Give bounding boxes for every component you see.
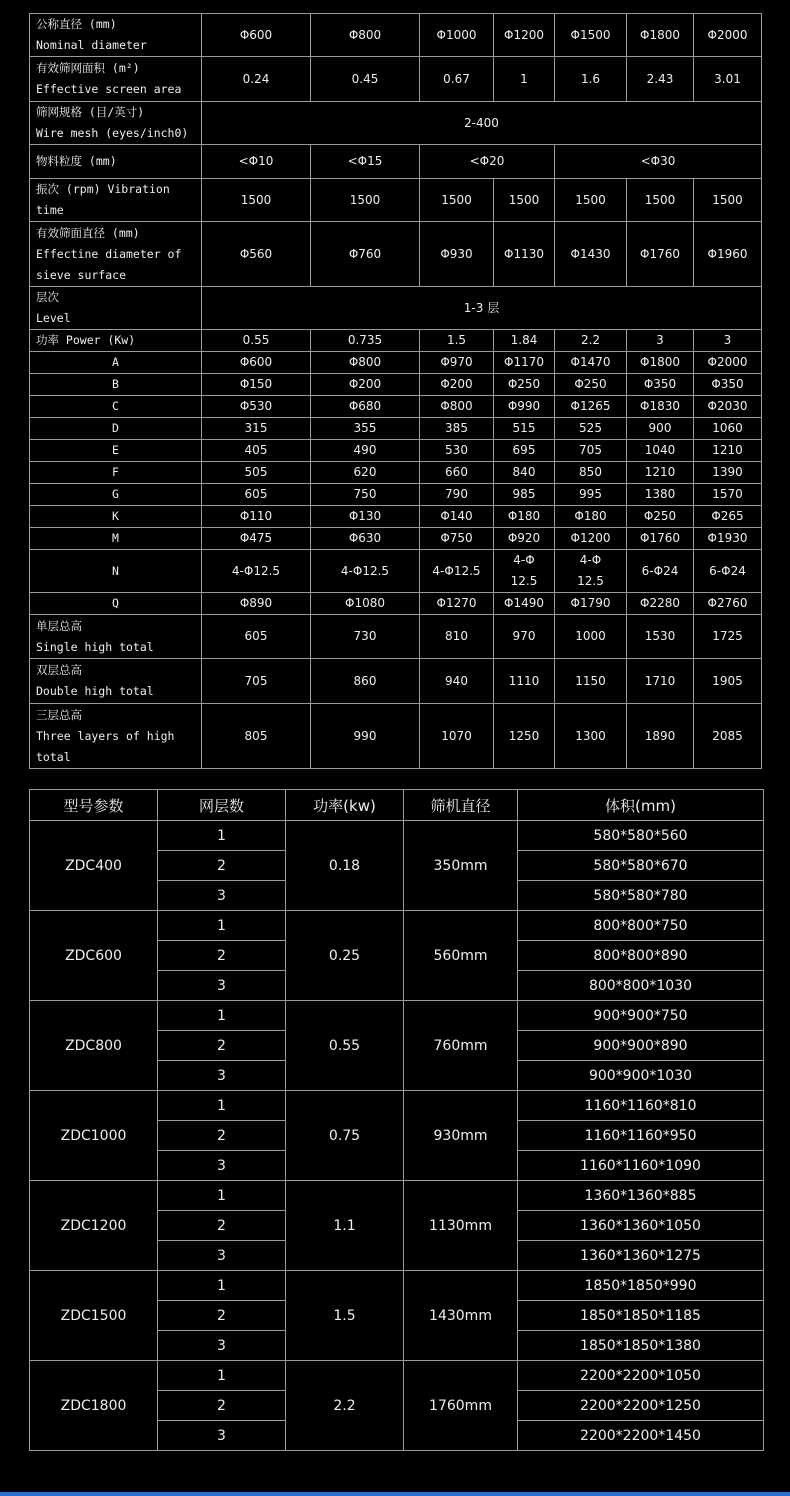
spec-value: Φ1500 — [555, 14, 627, 57]
spec-value: 660 — [420, 462, 494, 484]
spec-value: 2-400 — [202, 102, 762, 145]
spec-row-single — [30, 615, 762, 659]
model-volume: 1850*1850*990 — [518, 1271, 764, 1301]
spec-value: Φ2000 — [694, 14, 762, 57]
spec-value: 4-Φ12.5 — [311, 550, 420, 593]
layer-count: 2 — [158, 1121, 286, 1151]
spec-row-dim — [30, 374, 762, 396]
model-volume: 580*580*560 — [518, 821, 764, 851]
spec-value: 810 — [420, 615, 494, 659]
spec-value: Φ130 — [311, 506, 420, 528]
spec-value: 1070 — [420, 704, 494, 769]
layer-count: 2 — [158, 1031, 286, 1061]
spec-value: 2.43 — [627, 57, 694, 102]
header-model: 型号参数 — [30, 790, 158, 821]
spec-value: 750 — [311, 484, 420, 506]
spec-value: 1500 — [494, 179, 555, 222]
spec-row-dim — [30, 352, 762, 374]
layer-count: 3 — [158, 1331, 286, 1361]
spec-value: Φ680 — [311, 396, 420, 418]
spec-value: 3 — [627, 330, 694, 352]
spec-value: Φ350 — [627, 374, 694, 396]
header-layers: 网层数 — [158, 790, 286, 821]
spec-value: Φ560 — [202, 222, 311, 287]
spec-value: 790 — [420, 484, 494, 506]
spec-value: 1-3 层 — [202, 287, 762, 330]
spec-value: 1570 — [694, 484, 762, 506]
spec-value: 405 — [202, 440, 311, 462]
spec-value: 505 — [202, 462, 311, 484]
spec-value: 1060 — [694, 418, 762, 440]
model-name: ZDC600 — [30, 911, 158, 1001]
model-row — [30, 821, 764, 851]
model-table-header-row — [30, 790, 764, 821]
model-volume: 1360*1360*1275 — [518, 1241, 764, 1271]
spec-row-dim — [30, 484, 762, 506]
spec-value: Φ920 — [494, 528, 555, 550]
layer-count: 2 — [158, 1301, 286, 1331]
model-volume: 580*580*780 — [518, 881, 764, 911]
layer-count: 3 — [158, 971, 286, 1001]
spec-value: 1.6 — [555, 57, 627, 102]
model-volume: 800*800*1030 — [518, 971, 764, 1001]
spec-row-label: Q — [30, 593, 202, 615]
spec-row-label: A — [30, 352, 202, 374]
layer-count: 1 — [158, 821, 286, 851]
spec-value: 1.84 — [494, 330, 555, 352]
spec-row-power — [30, 330, 762, 352]
spec-value: Φ140 — [420, 506, 494, 528]
header-diameter: 筛机直径 — [404, 790, 518, 821]
spec-value: 605 — [202, 484, 311, 506]
model-name: ZDC1500 — [30, 1271, 158, 1361]
spec-value: Φ2280 — [627, 593, 694, 615]
spec-row-double — [30, 659, 762, 704]
model-power: 1.1 — [286, 1181, 404, 1271]
spec-row-label: E — [30, 440, 202, 462]
model-row — [30, 1091, 764, 1121]
spec-value: 6-Φ24 — [694, 550, 762, 593]
spec-value: 530 — [420, 440, 494, 462]
spec-value: Φ970 — [420, 352, 494, 374]
spec-value: Φ630 — [311, 528, 420, 550]
spec-row-triple — [30, 704, 762, 769]
model-volume: 1160*1160*1090 — [518, 1151, 764, 1181]
spec-row-dim — [30, 506, 762, 528]
spec-value: 1150 — [555, 659, 627, 704]
model-table — [29, 789, 764, 1451]
spec-value: 1710 — [627, 659, 694, 704]
spec-value: 705 — [555, 440, 627, 462]
spec-value: Φ265 — [694, 506, 762, 528]
model-volume: 2200*2200*1250 — [518, 1391, 764, 1421]
header-power: 功率(kw) — [286, 790, 404, 821]
spec-value: Φ110 — [202, 506, 311, 528]
spec-row-label: F — [30, 462, 202, 484]
spec-value: 840 — [494, 462, 555, 484]
spec-value: 0.55 — [202, 330, 311, 352]
spec-value: 1500 — [420, 179, 494, 222]
spec-row-label: G — [30, 484, 202, 506]
spec-row-level — [30, 287, 762, 330]
spec-value: 1725 — [694, 615, 762, 659]
model-name: ZDC1000 — [30, 1091, 158, 1181]
spec-value: Φ1930 — [694, 528, 762, 550]
spec-value: 3.01 — [694, 57, 762, 102]
layer-count: 2 — [158, 851, 286, 881]
model-diameter: 1760mm — [404, 1361, 518, 1451]
layer-count: 2 — [158, 1211, 286, 1241]
spec-value: 1300 — [555, 704, 627, 769]
spec-value: Φ1270 — [420, 593, 494, 615]
spec-value: Φ530 — [202, 396, 311, 418]
model-row — [30, 1271, 764, 1301]
spec-value: 985 — [494, 484, 555, 506]
spec-row-dim — [30, 462, 762, 484]
spec-row-mesh — [30, 102, 762, 145]
spec-value: 0.24 — [202, 57, 311, 102]
spec-value: 1040 — [627, 440, 694, 462]
spec-row-label: 单层总高 Single high total — [30, 615, 202, 659]
spec-row-label: C — [30, 396, 202, 418]
spec-row-label: 公称直径 (mm) Nominal diameter — [30, 14, 202, 57]
spec-value: 1210 — [627, 462, 694, 484]
model-row — [30, 1001, 764, 1031]
model-diameter: 350mm — [404, 821, 518, 911]
model-row — [30, 1181, 764, 1211]
layer-count: 1 — [158, 1271, 286, 1301]
model-volume: 1850*1850*1380 — [518, 1331, 764, 1361]
spec-value: Φ1265 — [555, 396, 627, 418]
spec-value: 0.45 — [311, 57, 420, 102]
layer-count: 3 — [158, 881, 286, 911]
model-volume: 1160*1160*950 — [518, 1121, 764, 1151]
model-power: 0.55 — [286, 1001, 404, 1091]
layer-count: 3 — [158, 1241, 286, 1271]
spec-value: Φ750 — [420, 528, 494, 550]
model-power: 2.2 — [286, 1361, 404, 1451]
spec-value: Φ1760 — [627, 222, 694, 287]
model-name: ZDC400 — [30, 821, 158, 911]
spec-value: Φ200 — [420, 374, 494, 396]
spec-value: Φ2030 — [694, 396, 762, 418]
spec-value: Φ1170 — [494, 352, 555, 374]
model-power: 0.75 — [286, 1091, 404, 1181]
spec-value: 2085 — [694, 704, 762, 769]
spec-row-granularity — [30, 145, 762, 179]
model-volume: 900*900*1030 — [518, 1061, 764, 1091]
spec-value: 355 — [311, 418, 420, 440]
spec-value: Φ1470 — [555, 352, 627, 374]
spec-value: 1390 — [694, 462, 762, 484]
spec-value: Φ250 — [555, 374, 627, 396]
spec-row-label: N — [30, 550, 202, 593]
spec-row-header — [30, 14, 762, 57]
spec-value: 315 — [202, 418, 311, 440]
spec-value: 1905 — [694, 659, 762, 704]
spec-row-label: 筛网规格 (目/英寸) Wire mesh (eyes/inch0) — [30, 102, 202, 145]
spec-value: 900 — [627, 418, 694, 440]
spec-value: Φ1490 — [494, 593, 555, 615]
model-volume: 1160*1160*810 — [518, 1091, 764, 1121]
model-name: ZDC800 — [30, 1001, 158, 1091]
spec-value: Φ1790 — [555, 593, 627, 615]
spec-value: 1000 — [555, 615, 627, 659]
spec-value: 3 — [694, 330, 762, 352]
spec-value: <Φ15 — [311, 145, 420, 179]
spec-value: 1 — [494, 57, 555, 102]
spec-row-dim — [30, 396, 762, 418]
spec-value: Φ600 — [202, 14, 311, 57]
spec-value: Φ800 — [311, 352, 420, 374]
spec-row-label: 物料粒度 (mm) — [30, 145, 202, 179]
spec-row-vibration — [30, 179, 762, 222]
spec-value: <Φ10 — [202, 145, 311, 179]
spec-value: 0.67 — [420, 57, 494, 102]
spec-value: Φ180 — [555, 506, 627, 528]
spec-row-label: D — [30, 418, 202, 440]
spec-value: 620 — [311, 462, 420, 484]
spec-value: Φ200 — [311, 374, 420, 396]
spec-value: <Φ20 — [420, 145, 555, 179]
spec-value: 1530 — [627, 615, 694, 659]
spec-row-q_row — [30, 593, 762, 615]
spec-value: Φ760 — [311, 222, 420, 287]
model-volume: 1360*1360*1050 — [518, 1211, 764, 1241]
spec-row-label: B — [30, 374, 202, 396]
spec-value: 4-Φ12.5 — [202, 550, 311, 593]
spec-value: Φ1430 — [555, 222, 627, 287]
model-volume: 900*900*890 — [518, 1031, 764, 1061]
spec-value: 1500 — [311, 179, 420, 222]
spec-value: Φ930 — [420, 222, 494, 287]
model-row — [30, 911, 764, 941]
spec-value: Φ800 — [311, 14, 420, 57]
model-volume: 580*580*670 — [518, 851, 764, 881]
spec-value: 1500 — [694, 179, 762, 222]
model-volume: 2200*2200*1050 — [518, 1361, 764, 1391]
layer-count: 1 — [158, 1001, 286, 1031]
model-volume: 800*800*750 — [518, 911, 764, 941]
spec-value: Φ350 — [694, 374, 762, 396]
spec-value: Φ150 — [202, 374, 311, 396]
model-diameter: 560mm — [404, 911, 518, 1001]
spec-value: Φ250 — [494, 374, 555, 396]
spec-value: 1.5 — [420, 330, 494, 352]
spec-value: 705 — [202, 659, 311, 704]
spec-value: 4-Φ 12.5 — [555, 550, 627, 593]
spec-value: 730 — [311, 615, 420, 659]
spec-value: Φ1830 — [627, 396, 694, 418]
spec-value: 4-Φ12.5 — [420, 550, 494, 593]
spec-value: 605 — [202, 615, 311, 659]
model-volume: 1850*1850*1185 — [518, 1301, 764, 1331]
spec-value: 1110 — [494, 659, 555, 704]
spec-row-sieve_diameter — [30, 222, 762, 287]
spec-value: Φ990 — [494, 396, 555, 418]
layer-count: 1 — [158, 911, 286, 941]
spec-table — [29, 13, 762, 769]
spec-row-label: 三层总高 Three layers of high total — [30, 704, 202, 769]
spec-row-n_row — [30, 550, 762, 593]
spec-value: Φ180 — [494, 506, 555, 528]
spec-value: 490 — [311, 440, 420, 462]
model-volume: 1360*1360*885 — [518, 1181, 764, 1211]
model-name: ZDC1800 — [30, 1361, 158, 1451]
spec-row-area — [30, 57, 762, 102]
spec-value: Φ1200 — [555, 528, 627, 550]
header-volume: 体积(mm) — [518, 790, 764, 821]
spec-value: 1500 — [627, 179, 694, 222]
spec-value: Φ1960 — [694, 222, 762, 287]
model-power: 1.5 — [286, 1271, 404, 1361]
layer-count: 2 — [158, 1391, 286, 1421]
spec-value: 1380 — [627, 484, 694, 506]
model-volume: 2200*2200*1450 — [518, 1421, 764, 1451]
spec-value: Φ250 — [627, 506, 694, 528]
model-diameter: 760mm — [404, 1001, 518, 1091]
layer-count: 2 — [158, 941, 286, 971]
spec-value: 995 — [555, 484, 627, 506]
spec-value: 1250 — [494, 704, 555, 769]
spec-value: 385 — [420, 418, 494, 440]
spec-row-dim — [30, 528, 762, 550]
spec-value: 515 — [494, 418, 555, 440]
model-power: 0.25 — [286, 911, 404, 1001]
spec-value: 970 — [494, 615, 555, 659]
layer-count: 3 — [158, 1151, 286, 1181]
spec-value: 0.735 — [311, 330, 420, 352]
spec-value: Φ1760 — [627, 528, 694, 550]
spec-value: Φ475 — [202, 528, 311, 550]
spec-value: 4-Φ 12.5 — [494, 550, 555, 593]
spec-value: 940 — [420, 659, 494, 704]
spec-value: 525 — [555, 418, 627, 440]
spec-row-label: 双层总高 Double high total — [30, 659, 202, 704]
spec-row-label: 有效筛网面积 (m²) Effective screen area — [30, 57, 202, 102]
spec-row-dim — [30, 440, 762, 462]
spec-value: Φ800 — [420, 396, 494, 418]
model-volume: 800*800*890 — [518, 941, 764, 971]
model-power: 0.18 — [286, 821, 404, 911]
spec-value: 2.2 — [555, 330, 627, 352]
spec-value: 990 — [311, 704, 420, 769]
spec-row-label: 层次 Level — [30, 287, 202, 330]
spec-value: Φ1000 — [420, 14, 494, 57]
layer-count: 1 — [158, 1091, 286, 1121]
spec-value: 695 — [494, 440, 555, 462]
spec-row-label: 振次 (rpm) Vibration time — [30, 179, 202, 222]
model-diameter: 930mm — [404, 1091, 518, 1181]
spec-value: Φ1080 — [311, 593, 420, 615]
spec-value: 805 — [202, 704, 311, 769]
spec-value: <Φ30 — [555, 145, 762, 179]
spec-value: Φ1200 — [494, 14, 555, 57]
layer-count: 1 — [158, 1361, 286, 1391]
spec-value: 860 — [311, 659, 420, 704]
spec-row-dim — [30, 418, 762, 440]
spec-row-label: 有效筛面直径 (mm) Effectine diameter of sieve surface — [30, 222, 202, 287]
spec-value: Φ2000 — [694, 352, 762, 374]
layer-count: 1 — [158, 1181, 286, 1211]
model-row — [30, 1361, 764, 1391]
layer-count: 3 — [158, 1421, 286, 1451]
spec-value: 1890 — [627, 704, 694, 769]
model-volume: 900*900*750 — [518, 1001, 764, 1031]
spec-row-label: K — [30, 506, 202, 528]
model-name: ZDC1200 — [30, 1181, 158, 1271]
spec-value: Φ600 — [202, 352, 311, 374]
layer-count: 3 — [158, 1061, 286, 1091]
spec-value: 1500 — [202, 179, 311, 222]
spec-value: 850 — [555, 462, 627, 484]
spec-value: Φ890 — [202, 593, 311, 615]
spec-row-label: 功率 Power (Kw) — [30, 330, 202, 352]
spec-row-label: M — [30, 528, 202, 550]
bottom-accent-line — [0, 1492, 790, 1496]
spec-value: 1500 — [555, 179, 627, 222]
spec-value: Φ1800 — [627, 14, 694, 57]
spec-value: Φ2760 — [694, 593, 762, 615]
model-diameter: 1430mm — [404, 1271, 518, 1361]
spec-value: Φ1800 — [627, 352, 694, 374]
model-diameter: 1130mm — [404, 1181, 518, 1271]
spec-value: 1210 — [694, 440, 762, 462]
spec-value: Φ1130 — [494, 222, 555, 287]
spec-value: 6-Φ24 — [627, 550, 694, 593]
